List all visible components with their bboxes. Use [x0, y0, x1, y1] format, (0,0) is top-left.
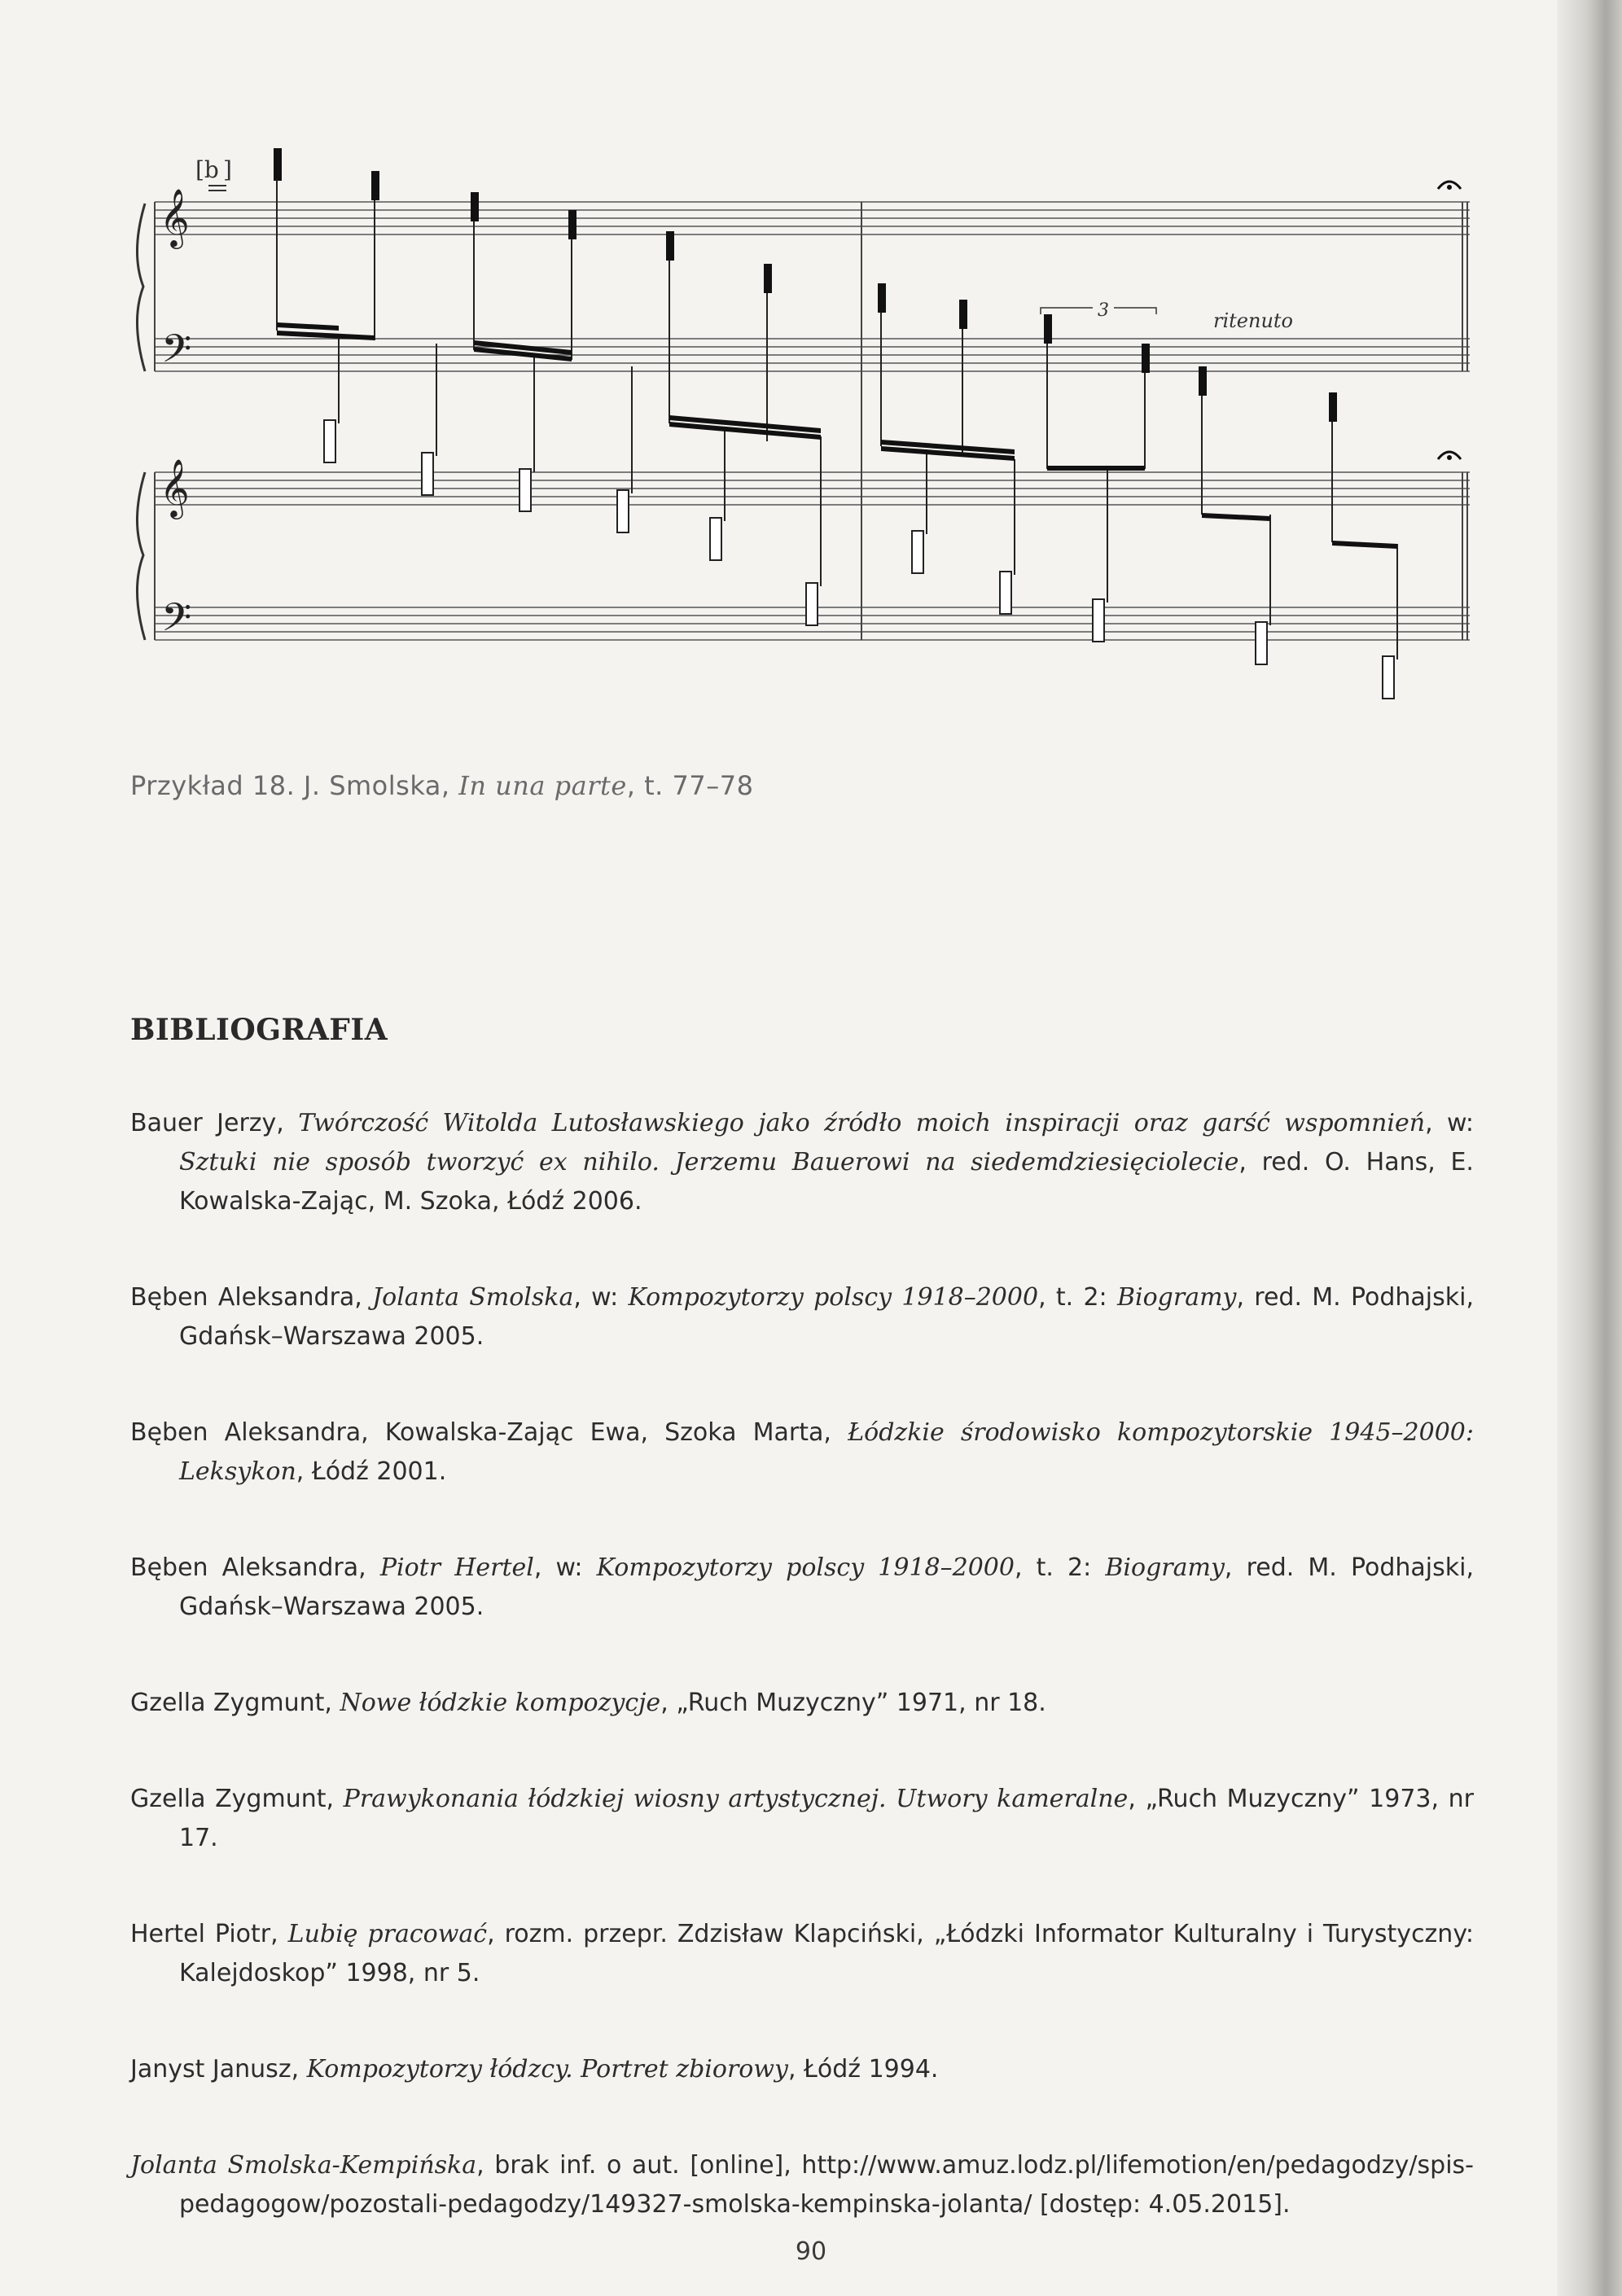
figure-caption — [130, 770, 753, 801]
tuplet-label: 3 — [1098, 300, 1109, 321]
stems — [277, 179, 1397, 659]
section-heading: BIBLIOGRAFIA — [130, 1013, 388, 1047]
bibliography-entry: Bęben Aleksandra, Piotr Hertel, w: Kompozytorzy polscy 1918–2000, t. 2: Biogramy, red. M. Podhajski, Gdańsk–Warszawa 2005. — [130, 1553, 1474, 1621]
bibliography-entry: Bauer Jerzy, Twórczość Witolda Lutosławskiego jako źródło moich inspiracji oraz garść wspomnień, w: Sztuki nie sposób tworzyć ex nihilo. Jerzemu Bauerowi na siedemdziesięciolecie, red. O. Hans, E. Kowalska-Zając, M. Szoka, Łódź 2006. — [130, 1109, 1474, 1216]
staff-lines — [155, 202, 1470, 640]
brace-1 — [137, 204, 145, 371]
page-number: 90 — [795, 2237, 827, 2266]
beams — [277, 322, 1397, 549]
treble-clef-1: 𝄞 — [160, 187, 190, 247]
bibliography-list — [130, 1104, 1474, 2281]
caption-title: In una parte — [458, 770, 627, 801]
bibliography-entry: Jolanta Smolska-Kempińska, brak inf. o aut. [online], http://www.amuz.lodz.pl/lifemotion/en/pedagodzy/spis-pedagogow/pozostali-pedagodzy/149327-smolska-kempinska-jolanta/ [dostęp: 4.05.2015]. — [130, 2151, 1474, 2219]
bibliography-entry: Gzella Zygmunt, Prawykonania łódzkiej wiosny artystycznej. Utwory kameralne, „Ruch Muzyczny” 1973, nr 17. — [130, 1785, 1474, 1852]
music-score — [122, 130, 1474, 716]
brace-2 — [137, 472, 145, 640]
caption-prefix: Przykład 18. J. Smolska, — [130, 770, 459, 801]
bibliography-entry: Bęben Aleksandra, Jolanta Smolska, w: Kompozytorzy polscy 1918–2000, t. 2: Biogramy, red. M. Podhajski, Gdańsk–Warszawa 2005. — [130, 1283, 1475, 1351]
caption-suffix: , t. 77–78 — [626, 770, 754, 801]
bibliography-entry: Gzella Zygmunt, Nowe łódzkie kompozycje, „Ruch Muzyczny” 1971, nr 18. — [130, 1689, 1046, 1717]
bibliography-entry: Janyst Janusz, Kompozytorzy łódzcy. Portret zbiorowy, Łódź 1994. — [130, 2055, 939, 2083]
accidental-label: [b — [195, 156, 219, 183]
page-edge-shadow — [1557, 0, 1622, 2296]
open-notes — [324, 420, 1394, 699]
bibliography-entry: Bęben Aleksandra, Kowalska-Zając Ewa, Szoka Marta, Łódzkie środowisko kompozytorskie 1945–2000: Leksykon, Łódź 2001. — [130, 1418, 1474, 1486]
bass-clef-2: 𝄢 — [161, 594, 192, 650]
bibliography-entry: Hertel Piotr, Lubię pracować, rozm. przepr. Zdzisław Klapciński, „Łódzki Informator Kulturalny i Turystyczny: Kalejdoskop” 1998, nr 5. — [130, 1920, 1474, 1987]
bass-clef-1: 𝄢 — [161, 326, 192, 381]
upper-notes — [274, 148, 1337, 422]
music-example — [122, 130, 1474, 716]
accidental-bracket: ] — [223, 156, 232, 183]
treble-clef-2: 𝄞 — [160, 458, 190, 517]
tempo-marking: ritenuto — [1213, 309, 1294, 332]
